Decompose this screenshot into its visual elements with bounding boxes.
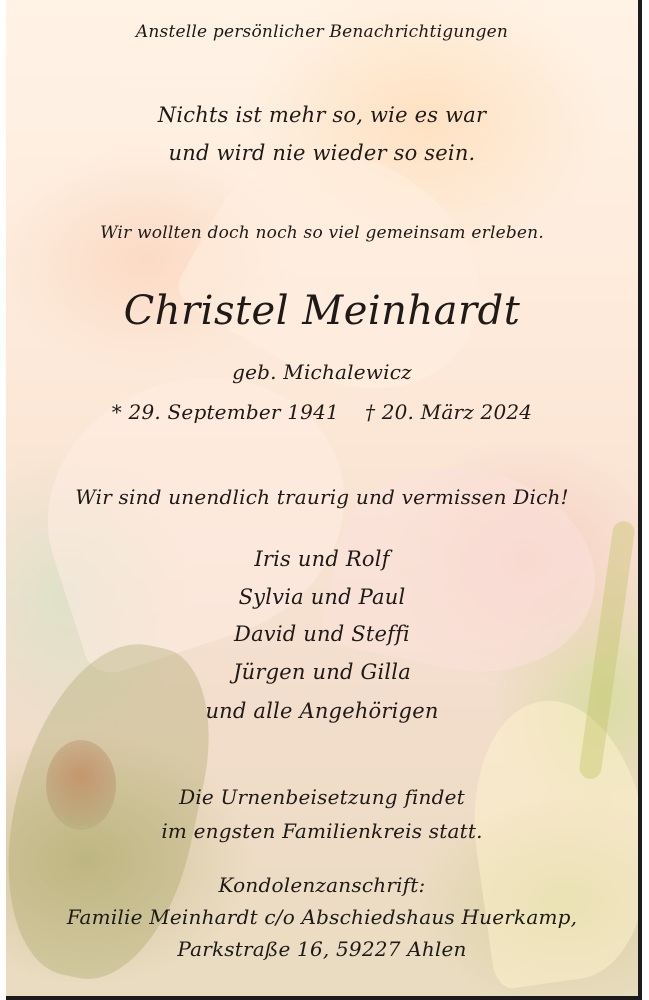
death-date: † 20. März 2024 [364, 400, 533, 424]
condolence-label: Kondolenzanschrift: [218, 873, 426, 897]
deceased-name: Christel Meinhardt [123, 288, 521, 334]
mourner-1: Iris und Rolf [254, 547, 390, 571]
burial-line-1: Die Urnenbeisetzung findet [179, 785, 465, 809]
condolence-address-1: Familie Meinhardt c/o Abschiedshaus Huerkamp, [66, 905, 578, 929]
obituary-card [6, 0, 642, 1000]
mourner-5: und alle Angehörigen [205, 699, 439, 723]
verse-line-1: Nichts ist mehr so, wie es war [157, 103, 487, 127]
maiden-name: geb. Michalewicz [232, 360, 412, 384]
sentence-line: Wir wollten doch noch so viel gemeinsam erleben. [100, 223, 544, 243]
burial-line-2: im engsten Familienkreis statt. [161, 819, 483, 843]
obituary-text [6, 0, 638, 996]
mourner-2: Sylvia und Paul [238, 585, 406, 609]
intro-line: Anstelle persönlicher Benachrichtigungen [135, 22, 509, 42]
condolence-address-2: Parkstraße 16, 59227 Ahlen [177, 937, 467, 961]
grief-line: Wir sind unendlich traurig und vermissen Dich! [75, 485, 569, 509]
birth-date: * 29. September 1941 [111, 400, 339, 424]
life-dates [6, 400, 638, 424]
verse-line-2: und wird nie wieder so sein. [168, 141, 476, 165]
mourner-3: David und Steffi [234, 622, 410, 646]
mourner-4: Jürgen und Gilla [233, 660, 411, 684]
